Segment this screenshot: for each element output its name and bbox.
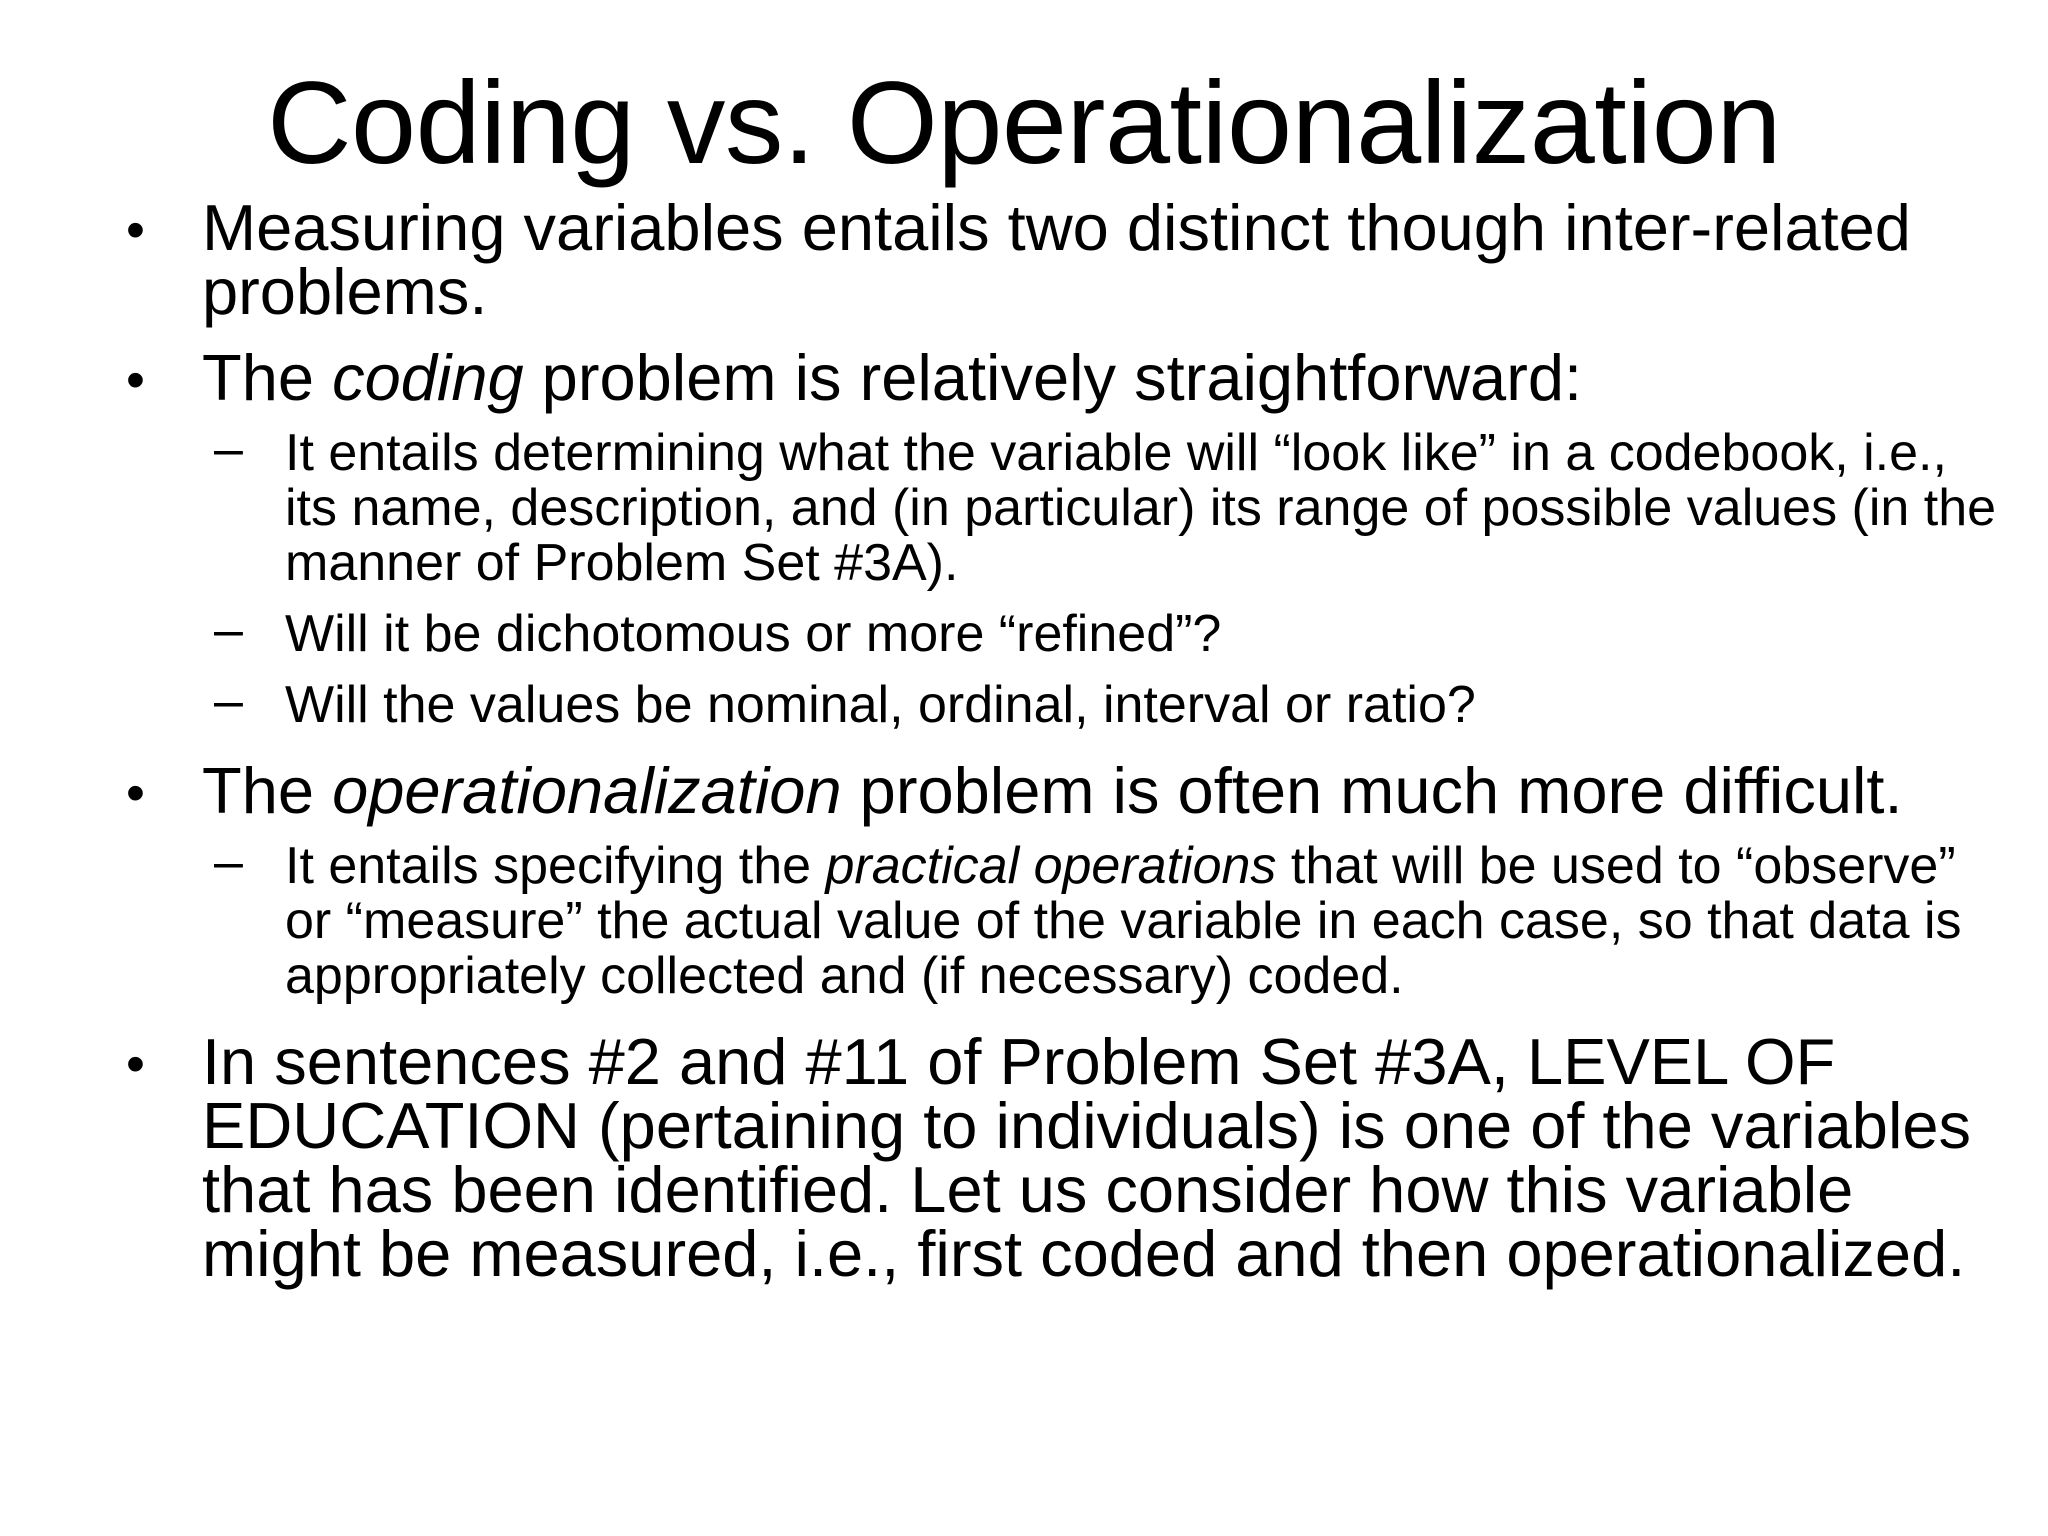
dash-icon: – [214,672,243,730]
slide-title: Coding vs. Operationalization [267,57,1781,188]
sub-bullet-text: Will the values be nominal, ordinal, interval or ratio? [285,676,1476,734]
bullet-item [122,1025,2002,1290]
sub-bullet-item [214,420,2002,592]
sub-bullet-text: Will it be dichotomous or more “refined”? [285,605,1222,663]
bullet-item [122,341,2002,414]
bullet-text: The operationalization problem is often much more difficult. [202,754,1903,827]
sub-bullet-text: It entails determining what the variable will “look like” in a codebook, i.e., its name, description, and (in particular) its range of possible values (in the manner of Problem Set #3A). [285,424,1997,592]
emphasis-text: coding [332,341,524,414]
bullet-icon: • [126,1034,145,1094]
dash-icon: – [214,601,243,659]
bullet-item [122,754,2002,827]
sub-bullet-item [214,833,2002,1005]
dash-icon: – [214,420,243,478]
bullet-text: The coding problem is relatively straightforward: [202,341,1583,414]
sub-bullet-text: It entails specifying the practical operations that will be used to “observe” or “measure” the actual value of the variable in each case, so that data is appropriately collected and (if necessary) coded. [285,837,1962,1005]
emphasis-text: practical operations [825,837,1277,895]
emphasis-text: operationalization [332,754,842,827]
sub-bullet-item [214,601,2002,663]
bullet-icon: • [126,200,145,260]
bullet-text: In sentences #2 and #11 of Problem Set #3A, LEVEL OF EDUCATION (pertaining to individuals) is one of the variables that has been identified. Let us consider how this variable might be measured, i.e., first coded and then operationalized. [202,1025,1972,1290]
bullet-icon: • [126,350,145,410]
dash-icon: – [214,833,243,891]
slide-body [122,191,2002,1308]
bullet-icon: • [126,763,145,823]
bullet-item [122,191,2002,328]
sub-bullet-item [214,672,2002,734]
bullet-text: Measuring variables entails two distinct though inter-related problems. [202,191,1911,328]
